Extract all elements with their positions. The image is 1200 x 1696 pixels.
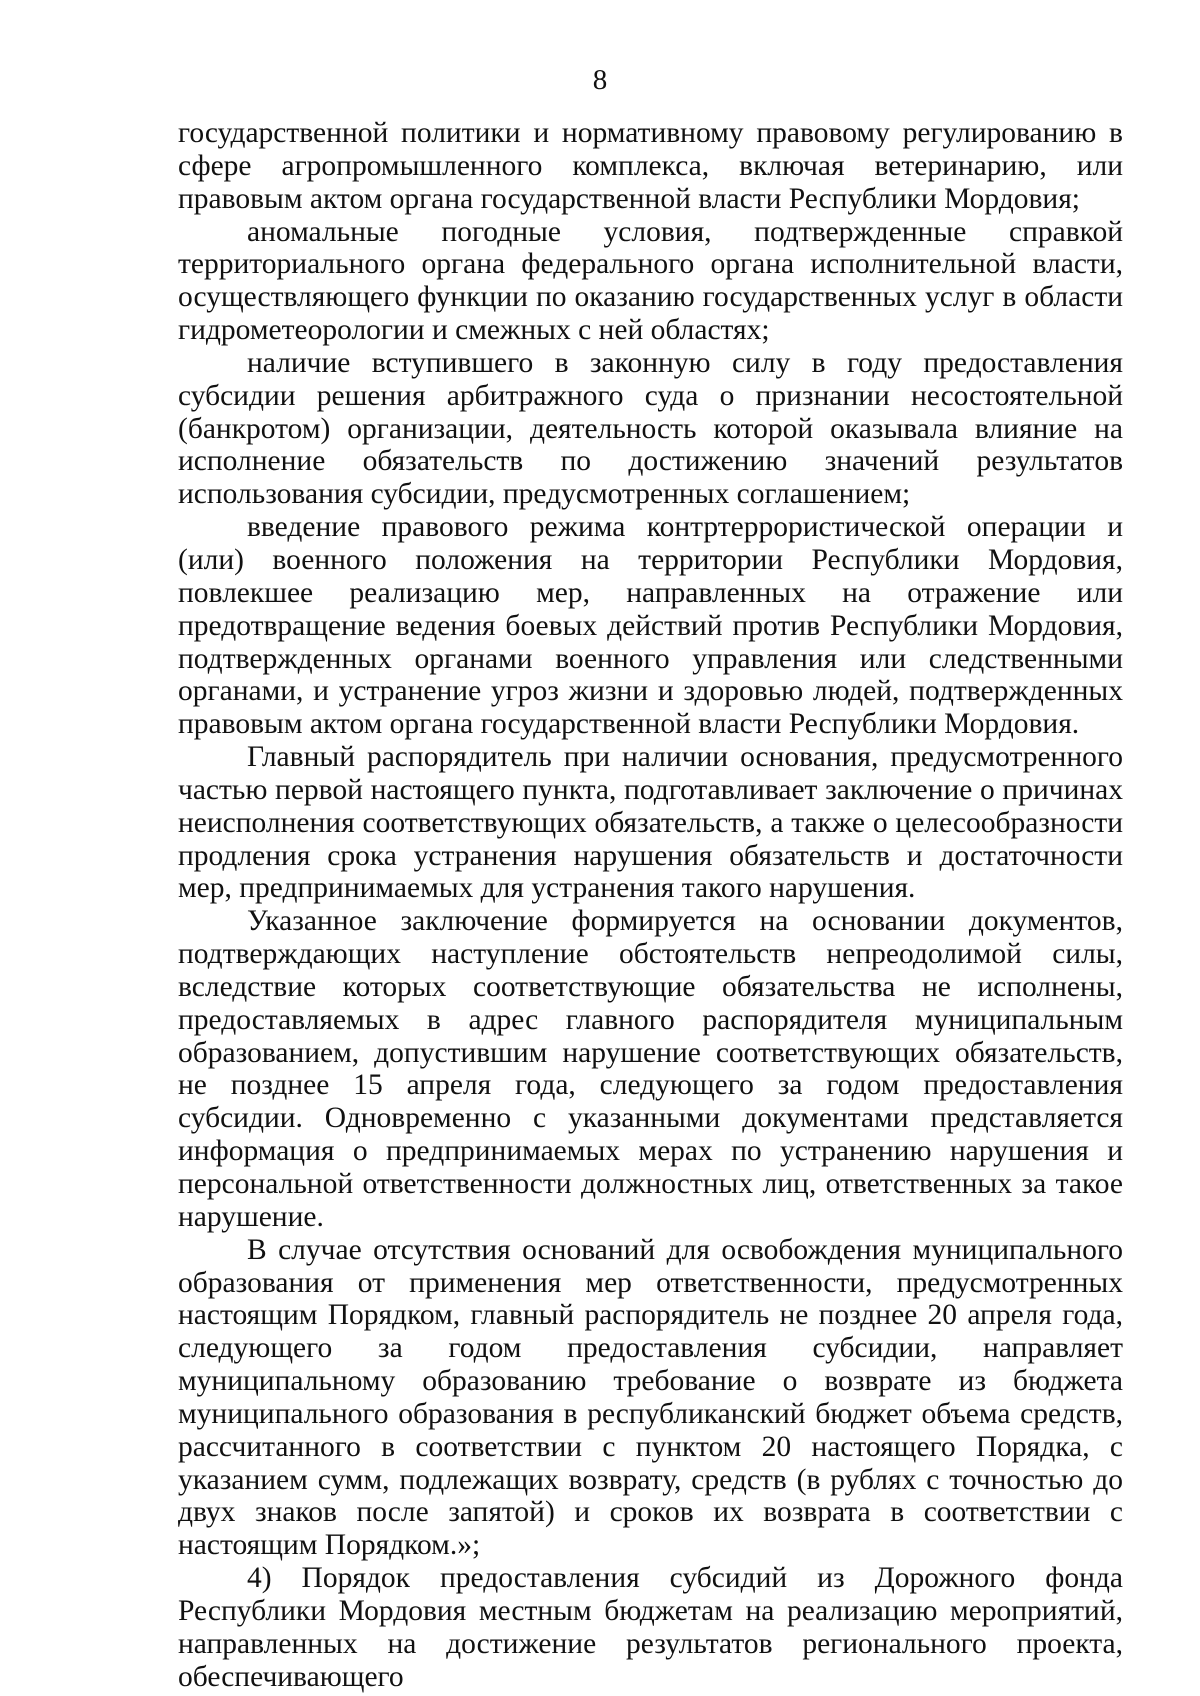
paragraph-arbitration-decision: наличие вступившего в законную силу в году предоставления субсидии решения арбитражного суда о признании несостоятельной (банкротом) организации, деятельность которой оказывала влияние на исполнение обязательств по достижению значений результатов использования субсидии, предусмотренных соглашением;: [178, 346, 1123, 511]
paragraph-continuation: государственной политики и нормативному правовому регулированию в сфере агропромышленного комплекса, включая ветеринарию, или правовым актом органа государственной власти Республики Мордовия;: [178, 117, 1123, 215]
paragraph-item-4: 4) Порядок предоставления субсидий из Дорожного фонда Республики Мордовия местным бюджетам на реализацию мероприятий, направленных на достижение результатов регионального проекта, обеспечивающего: [178, 1562, 1123, 1693]
page-number: 8: [592, 64, 608, 96]
paragraph-main-administrator-conclusion: Главный распорядитель при наличии основания, предусмотренного частью первой настоящего пункта, подготавливает заключение о причинах неисполнения соответствующих обязательств, а также о целесообразности продления срока устранения нарушения обязательств и достаточности мер, предпринимаемых для устранения такого нарушения.: [178, 741, 1123, 905]
paragraph-counterterrorism-regime: введение правового режима контртеррористической операции и (или) военного положения на территории Республики Мордовия, повлекшее реализацию мер, направленных на отражение или предотвращение ведения боевых действий против Республики Мордовия, подтвержденных органами военного управления или следственными органами, и устранение угроз жизни и здоровью людей, подтвержденных правовым актом органа государственной власти Республики Мордовия.: [178, 511, 1123, 741]
document-body: [178, 117, 1123, 1694]
paragraph-conclusion-documents: Указанное заключение формируется на основании документов, подтверждающих наступление обстоятельств непреодолимой силы, вследствие которых соответствующие обязательства не исполнены, предоставляемых в адрес главного распорядителя муниципальным образованием, допустившим нарушение соответствующих обязательств, не позднее 15 апреля года, следующего за годом предоставления субсидии. Одновременно с указанными документами представляется информация о предпринимаемых мерах по устранению нарушения и персональной ответственности должностных лиц, ответственных за такое нарушение.: [178, 905, 1123, 1233]
paragraph-anomalous-weather: аномальные погодные условия, подтвержденные справкой территориального органа федерального органа исполнительной власти, осуществляющего функции по оказанию государственных услуг в области гидрометеорологии и смежных с ней областях;: [178, 215, 1123, 347]
paragraph-refund-requirement: В случае отсутствия оснований для освобождения муниципального образования от применения мер ответственности, предусмотренных настоящим Порядком, главный распорядитель не позднее 20 апреля года, следующего за годом предоставления субсидии, направляет муниципальному образованию требование о возврате из бюджета муниципального образования в республиканский бюджет объема средств, рассчитанного в соответствии с пунктом 20 настоящего Порядка, с указанием сумм, подлежащих возврату, средств (в рублях с точностью до двух знаков после запятой) и сроков их возврата в соответствии с настоящим Порядком.»;: [178, 1233, 1123, 1562]
